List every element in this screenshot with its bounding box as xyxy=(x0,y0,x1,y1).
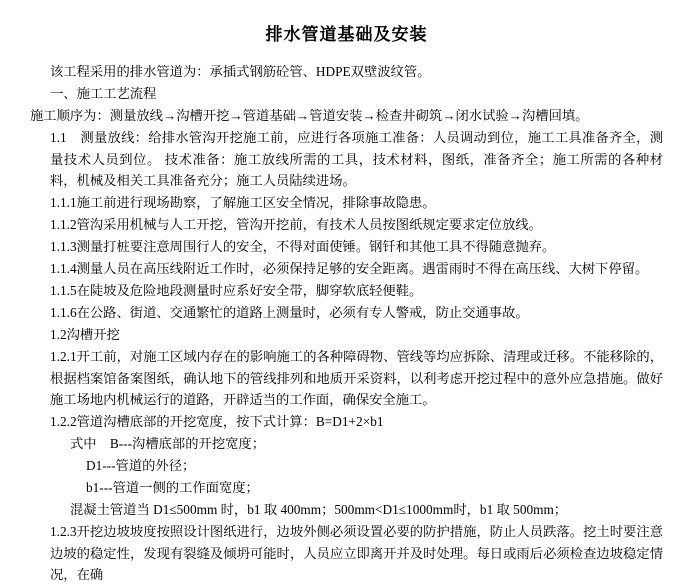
paragraph-1-1-3: 1.1.3测量打桩要注意周围行人的安全，不得对面使锤。钢钎和其他工具不得随意抛弃。 xyxy=(50,239,556,254)
paragraph-1-2-2: 1.2.2管道沟槽底部的开挖宽度，按下式计算：B=D1+2×b1 xyxy=(50,414,384,429)
paragraph-1-1-1: 1.1.1施工前进行现场勘察，了解施工区安全情况，排除事故隐患。 xyxy=(50,195,436,210)
paragraph-1-2: 1.2沟槽开挖 xyxy=(50,327,120,342)
paragraph-concrete-pipe: 混凝土管道当 D1≤500mm 时，b1 取 400mm；500mm<D1≤1000mm时，b1 取 500mm； xyxy=(70,502,568,517)
paragraph-section-1: 一、施工工艺流程 xyxy=(50,86,157,101)
paragraph-flow: 施工顺序为：测量放线→沟槽开挖→管道基础→管道安装→检查井砌筑→闭水试验→沟槽回填。 xyxy=(30,108,589,123)
paragraph-formula-d1: D1---管道的外径； xyxy=(86,458,196,473)
paragraph-1-1-4: 1.1.4测量人员在高压线附近工作时，必须保持足够的安全距离。遇雷雨时不得在高压线、大树下停留。 xyxy=(50,261,649,276)
paragraph-formula-b: 式中 B---沟槽底部的开挖宽度； xyxy=(70,436,266,451)
paragraph-1-2-1: 1.2.1开工前，对施工区域内存在的影响施工的各种障碍物、管线等均应拆除、清理或迁移。不能移除的，根据档案馆备案图纸，确认地下的管线排列和地质开采资料，以利考虑开挖过程中的意外应急措施。做好施工场地内机械运行的道路，开辟适当的工作面，确保安全施工。 xyxy=(50,349,663,407)
document-body xyxy=(30,61,663,586)
paragraph-1-2-3: 1.2.3开挖边坡坡度按照设计图纸进行，边坡外侧必须设置必要的防护措施，防止人员跌落。挖土时要注意边坡的稳定性，发现有裂缝及倾坍可能时，人员应立即离开并及时处理。每日或雨后必须检查边坡稳定情况，在确 xyxy=(50,524,663,582)
paragraph-formula-b1: b1---管道一侧的工作面宽度； xyxy=(86,480,259,495)
page-title: 排水管道基础及安装 xyxy=(265,25,428,44)
paragraph-1-1-2: 1.1.2管沟采用机械与人工开挖，管沟开挖前，有技术人员按图纸规定要求定位放线。 xyxy=(50,217,542,232)
paragraph-1-1-5: 1.1.5在陡坡及危险地段测量时应系好安全带，脚穿软底轻便鞋。 xyxy=(50,283,423,298)
paragraph-1-1-6: 1.1.6在公路、街道、交通繁忙的道路上测量时，必须有专人警戒，防止交通事故。 xyxy=(50,305,529,320)
paragraph-intro: 该工程采用的排水管道为：承插式钢筋砼管、HDPE双壁波纹管。 xyxy=(50,64,431,79)
paragraph-1-1: 1.1 测量放线：给排水管沟开挖施工前，应进行各项施工准备：人员调动到位，施工工具准备齐全，测量技术人员到位。 技术准备：施工放线所需的工具，技术材料，图纸，准备齐全；施工所需的各种材料，机械及相关工具准备充分；施工人员陆续进场。 xyxy=(50,130,663,188)
